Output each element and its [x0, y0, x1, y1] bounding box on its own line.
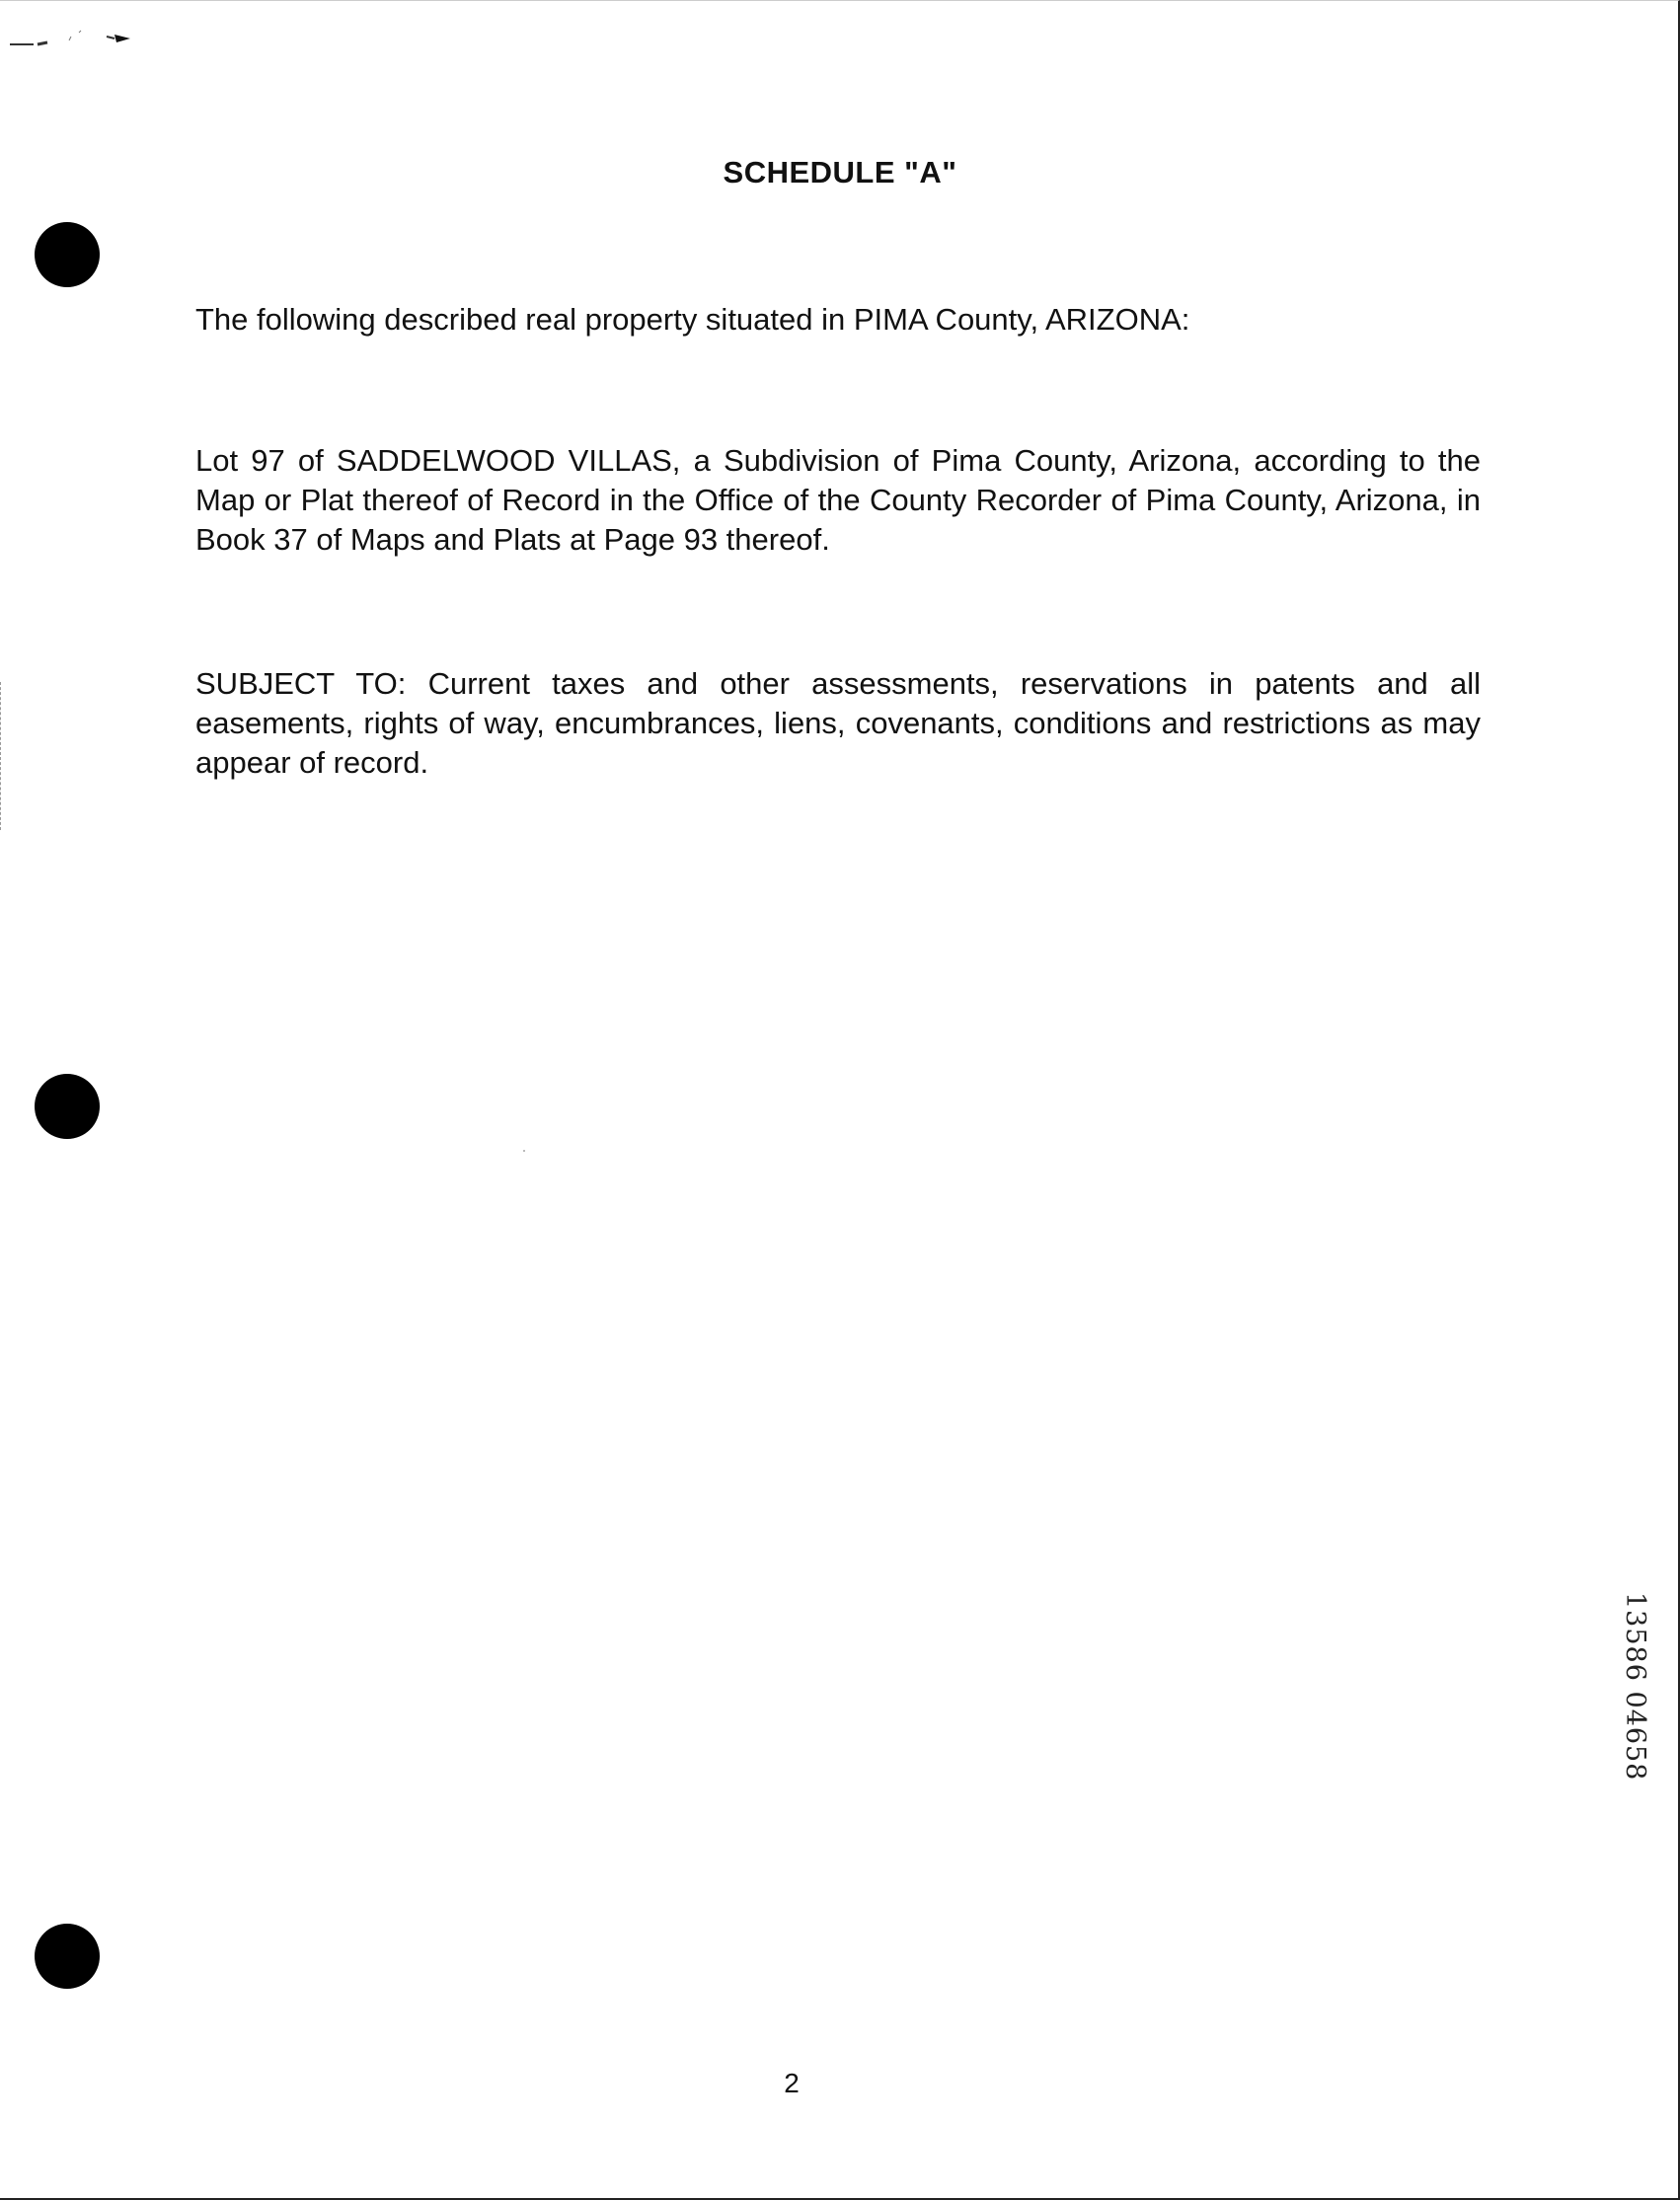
- punch-hole-bottom: [35, 1924, 100, 1989]
- subject-to-paragraph: SUBJECT TO: Current taxes and other assessments, reservations in patents and all easements, rights of way, encumbrances, liens, covenants, conditions and restrictions as may appear of record.: [195, 666, 1481, 780]
- scan-speck: [523, 1150, 525, 1152]
- page-number: 2: [784, 2068, 800, 2098]
- scan-artifact-mark: [8, 27, 136, 50]
- scan-edge-artifact: [0, 682, 3, 830]
- recording-number-stamp: 13586 04658: [1620, 1592, 1650, 1782]
- punch-hole-middle: [35, 1074, 100, 1139]
- intro-statement: The following described real property situated in PIMA County, ARIZONA:: [195, 302, 1190, 337]
- legal-description-paragraph: Lot 97 of SADDELWOOD VILLAS, a Subdivision of Pima County, Arizona, according to the Map or Plat thereof of Record in the Office of the County Recorder of Pima County, Arizona, in Book 37 of Maps and Plats at Page 93 thereof.: [195, 443, 1481, 557]
- punch-hole-top: [35, 222, 100, 287]
- document-title: SCHEDULE "A": [723, 155, 957, 190]
